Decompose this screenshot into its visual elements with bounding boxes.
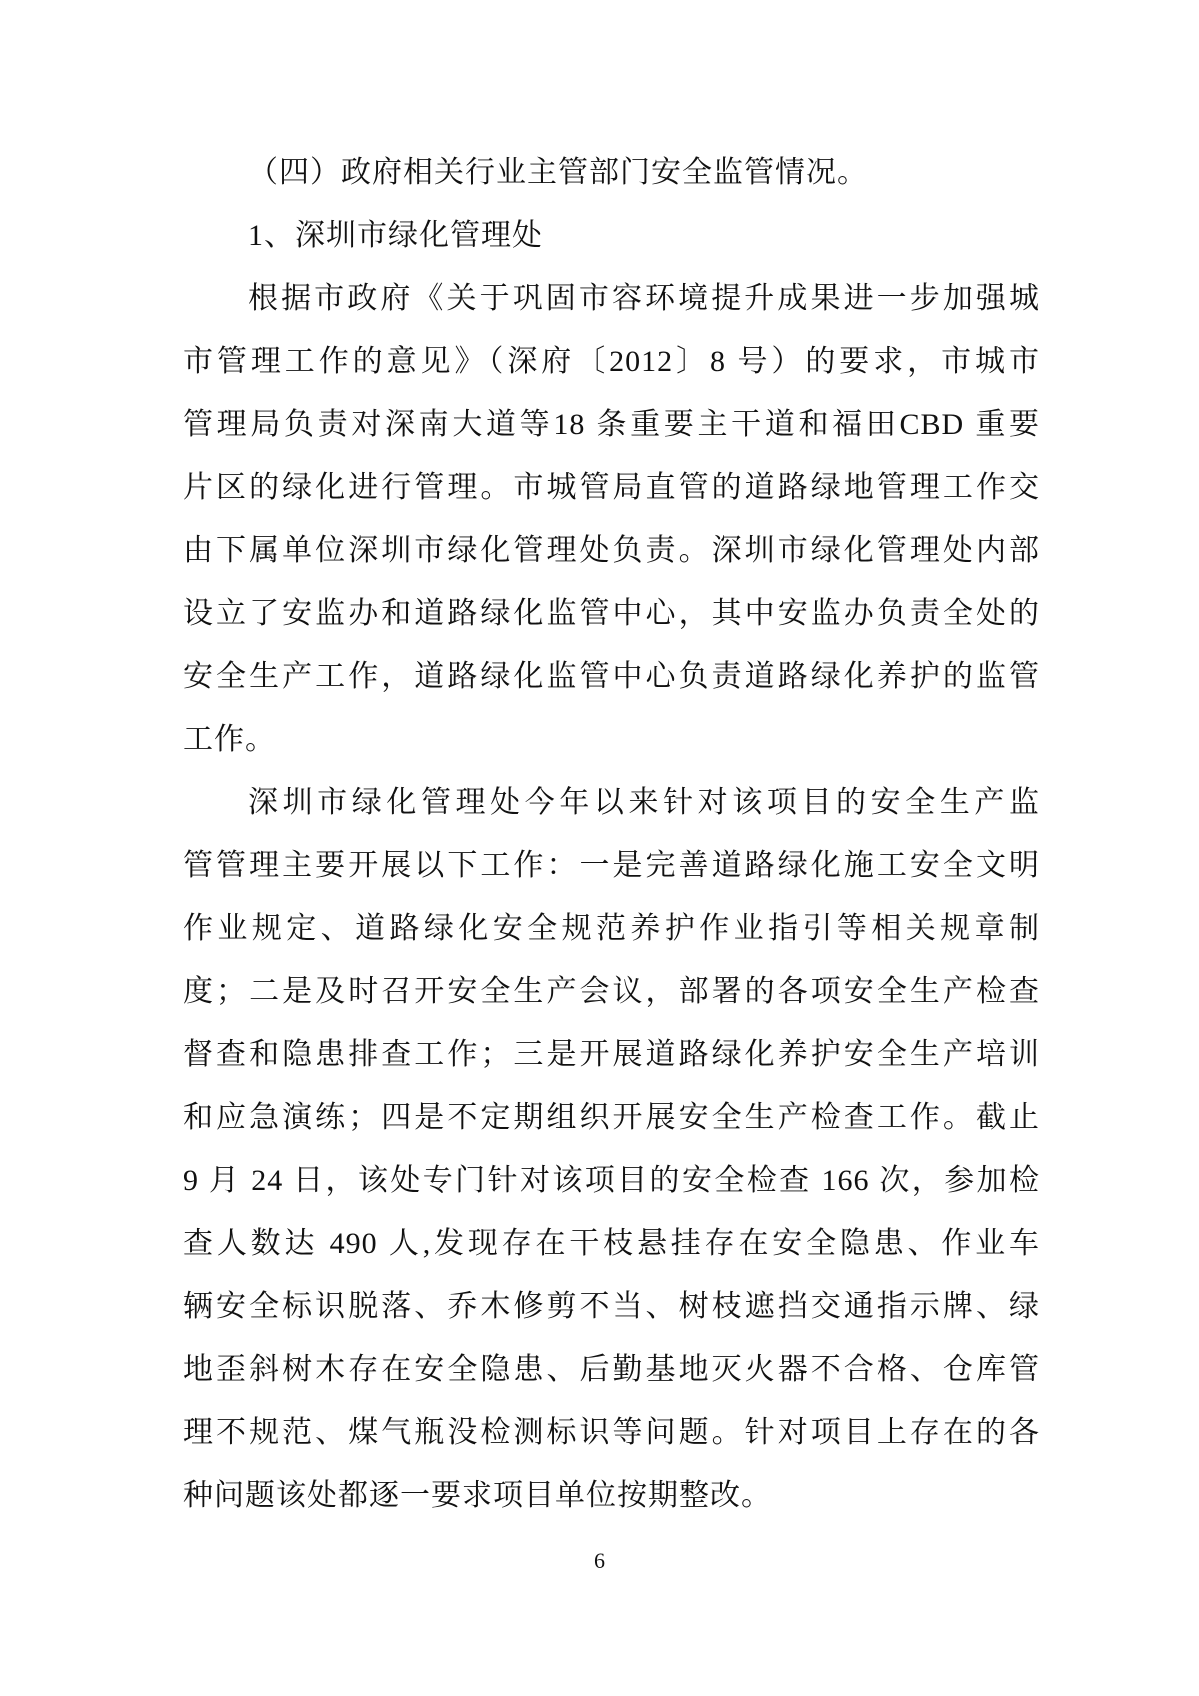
- body-line: 工作。: [183, 723, 276, 756]
- body-line: 根据市政府《关于巩固市容环境提升成果进一步加强城: [248, 282, 1040, 315]
- body-line: 管理局负责对深南大道等18 条重要主干道和福田CBD 重要: [183, 408, 1040, 441]
- body-line: 安全生产工作，道路绿化监管中心负责道路绿化养护的监管: [183, 660, 1040, 693]
- section-heading: （四）政府相关行业主管部门安全监管情况。: [248, 156, 868, 189]
- body-line: 种问题该处都逐一要求项目单位按期整改。: [183, 1479, 772, 1512]
- body-line: 度；二是及时召开安全生产会议，部署的各项安全生产检查: [183, 975, 1040, 1008]
- body-line: 深圳市绿化管理处今年以来针对该项目的安全生产监: [248, 786, 1040, 819]
- page-number: 6: [594, 1548, 605, 1573]
- body-line: 市管理工作的意见》（深府〔2012〕8 号）的要求，市城市: [183, 345, 1040, 378]
- subsection-heading: 1、深圳市绿化管理处: [248, 219, 543, 252]
- body-line: 片区的绿化进行管理。市城管局直管的道路绿地管理工作交: [183, 471, 1040, 504]
- page-content: [183, 141, 1040, 1527]
- body-line: 设立了安监办和道路绿化监管中心，其中安监办负责全处的: [183, 597, 1040, 630]
- body-line: 查人数达 490 人,发现存在干枝悬挂存在安全隐患、作业车: [183, 1227, 1040, 1260]
- body-line: 由下属单位深圳市绿化管理处负责。深圳市绿化管理处内部: [183, 534, 1040, 567]
- body-line: 作业规定、道路绿化安全规范养护作业指引等相关规章制: [183, 912, 1040, 945]
- body-line: 辆安全标识脱落、乔木修剪不当、树枝遮挡交通指示牌、绿: [183, 1290, 1040, 1323]
- body-line: 地歪斜树木存在安全隐患、后勤基地灭火器不合格、仓库管: [183, 1353, 1040, 1386]
- body-line: 9 月 24 日，该处专门针对该项目的安全检查 166 次，参加检: [183, 1164, 1040, 1197]
- body-line: 和应急演练；四是不定期组织开展安全生产检查工作。截止: [183, 1101, 1040, 1134]
- body-line: 理不规范、煤气瓶没检测标识等问题。针对项目上存在的各: [183, 1416, 1040, 1449]
- body-line: 管管理主要开展以下工作：一是完善道路绿化施工安全文明: [183, 849, 1040, 882]
- body-line: 督查和隐患排查工作；三是开展道路绿化养护安全生产培训: [183, 1038, 1040, 1071]
